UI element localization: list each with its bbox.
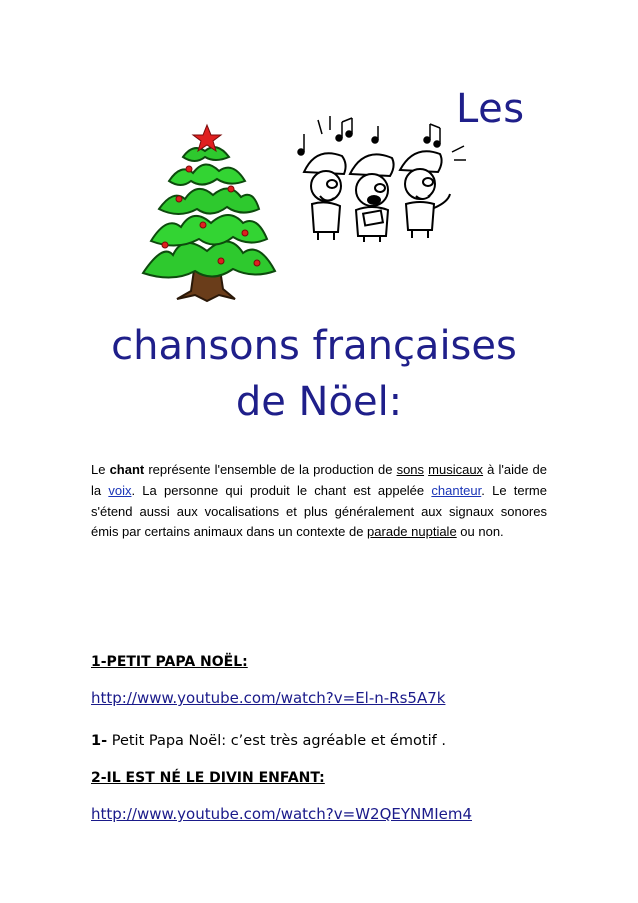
title-line-1: chansons françaises bbox=[111, 323, 517, 369]
song-1-heading: 1-PETIT PAPA NOËL: bbox=[91, 654, 248, 670]
link-chanteur[interactable]: chanteur bbox=[431, 482, 482, 498]
christmas-tree-image bbox=[133, 123, 281, 303]
para-text: Le bbox=[91, 462, 110, 477]
title-les: Les bbox=[456, 86, 525, 132]
smurf-left bbox=[304, 153, 346, 240]
link-voix[interactable]: voix bbox=[108, 482, 132, 498]
song-1-desc-text: Petit Papa Noël: c’est très agréable et émotif . bbox=[107, 733, 446, 749]
para-text: à l'aide de la bbox=[91, 462, 547, 498]
link-musicaux[interactable]: musicaux bbox=[428, 462, 484, 477]
para-text: . Le terme s'étend aussi aux vocalisations et plus généralement aux signaux sonores émis par certains animaux dans un contexte de bbox=[91, 482, 547, 540]
link-sons[interactable]: sons bbox=[396, 462, 425, 477]
main-title bbox=[0, 318, 638, 430]
intro-paragraph bbox=[91, 460, 547, 543]
para-text: ou non. bbox=[456, 524, 504, 540]
singing-smurfs-image bbox=[282, 112, 467, 244]
song-2-heading: 2-IL EST NÉ LE DIVIN ENFANT: bbox=[91, 770, 325, 786]
song-1-description bbox=[91, 733, 446, 749]
para-text: . La personne qui produit le chant est appelée bbox=[131, 482, 432, 498]
song-1-desc-number: 1- bbox=[91, 733, 108, 749]
tree-foliage bbox=[143, 147, 275, 277]
para-bold-chant: chant bbox=[109, 462, 145, 477]
link-parade-nuptiale[interactable]: parade nuptiale bbox=[367, 524, 457, 540]
song-1-link[interactable]: http://www.youtube.com/watch?v=El-n-Rs5A7k bbox=[91, 689, 446, 707]
title-line-2: de Nöel: bbox=[235, 379, 403, 425]
smurf-middle bbox=[350, 154, 394, 242]
smurf-right bbox=[400, 151, 450, 238]
para-text: représente l'ensemble de la production de bbox=[144, 462, 397, 477]
song-2-link[interactable]: http://www.youtube.com/watch?v=W2QEYNMIem4 bbox=[91, 805, 472, 823]
